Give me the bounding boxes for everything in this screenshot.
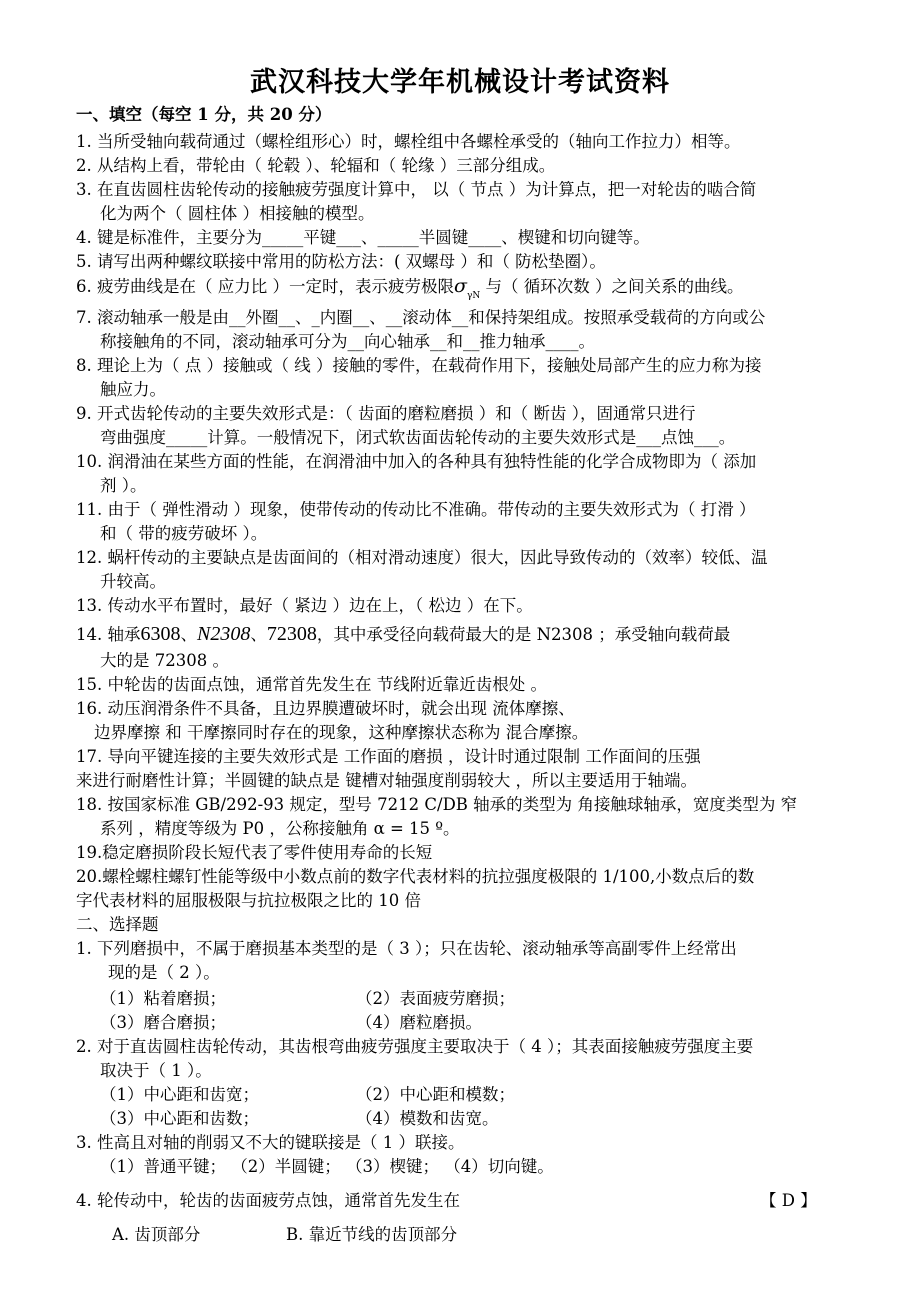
question-15: 15. 中轮齿的齿面点蚀，通常首先发生在 节线附近靠近齿根处 。 xyxy=(76,675,547,694)
question-6-part1: 6. 疲劳曲线是在（ 应力比 ）一定时，表示疲劳极限 xyxy=(76,277,454,296)
question-13: 13. 传动水平布置时，最好（ 紧边 ）边在上，（ 松边 ）在下。 xyxy=(76,596,533,615)
question-18-line2: 系列 ，精度等级为 P0 ，公称接触角 α = 15 º。 xyxy=(100,819,460,838)
question-14-suffix: ，其中承受径向载荷最大的是 N2308 ；承受轴向载荷最 xyxy=(316,625,731,644)
question-6 xyxy=(76,275,743,307)
question-7-line1: 7. 滚动轴承一般是由__外圈__、_内圈__、__滚动体__和保持架组成。按照承受载荷的方向或公 xyxy=(76,308,766,327)
choice-2-option-3: （3）中心距和齿数； xyxy=(100,1109,259,1128)
choice-4-answer: 【 D 】 xyxy=(760,1191,817,1210)
question-12-line2: 升较高。 xyxy=(100,572,166,591)
choice-2-option-1: （1）中心距和齿宽； xyxy=(100,1085,259,1104)
question-10-line2: 剂 ）。 xyxy=(100,476,147,495)
question-9-line2: 弯曲强度_____计算。一般情况下，闭式软齿面齿轮传动的主要失效形式是___点蚀___。 xyxy=(100,428,736,447)
question-6-part2: 与（ 循环次数 ）之间关系的曲线。 xyxy=(480,277,744,296)
choice-1-line2: 现的是（ 2 ）。 xyxy=(108,963,220,982)
choice-4-line1: 4. 轮传动中，轮齿的齿面疲劳点蚀，通常首先发生在 xyxy=(76,1191,460,1210)
question-9-line1: 9. 开式齿轮传动的主要失效形式是：（ 齿面的磨粒磨损 ）和（ 断齿 ），固通常只进行 xyxy=(76,404,696,423)
section-fill-in-title: 一、填空（每空 1 分，共 20 分） xyxy=(76,105,332,124)
question-7-line2: 称接触角的不同，滚动轴承可分为__向心轴承__和__推力轴承____。 xyxy=(100,332,595,351)
sigma-symbol: σ xyxy=(453,275,467,297)
question-17-line1: 17. 导向平键连接的主要失效形式是 工作面的磨损 ，设计时通过限制 工作面间的压强 xyxy=(76,747,701,766)
question-3-line2: 化为两个（ 圆柱体 ）相接触的模型。 xyxy=(100,204,375,223)
bearing-72308: 72308 xyxy=(266,623,317,645)
question-3-line1: 3. 在直齿圆柱齿轮传动的接触疲劳强度计算中， 以（ 节点 ）为计算点，把一对轮齿的啮合简 xyxy=(76,180,757,199)
question-11-line2: 和（ 带的疲劳破坏 ）。 xyxy=(100,524,268,543)
choice-2-line2: 取决于（ 1 ）。 xyxy=(100,1061,212,1080)
question-20-line1: 20.螺栓螺柱螺钉性能等级中小数点前的数字代表材料的抗拉强度极限的 1/100,小数点后的数 xyxy=(76,867,755,886)
choice-1-option-3: （3）磨合磨损； xyxy=(100,1013,226,1032)
choice-2-line1: 2. 对于直齿圆柱齿轮传动，其齿根弯曲疲劳强度主要取决于（ 4 ）；其表面接触疲劳强度主要 xyxy=(76,1037,754,1056)
question-5: 5. 请写出两种螺纹联接中常用的防松方法：( 双螺母 ）和（ 防松垫圈）。 xyxy=(76,252,606,271)
sigma-subscript: γN xyxy=(466,291,481,301)
choice-1-option-4: （4）磨粒磨损。 xyxy=(356,1013,482,1032)
bearing-n2308: N2308 xyxy=(197,623,251,645)
choice-3-line1: 3. 性高且对轴的削弱又不大的键联接是（ 1 ）联接。 xyxy=(76,1133,465,1152)
question-12-line1: 12. 蜗杆传动的主要缺点是齿面间的（相对滑动速度）很大，因此导致传动的（效率）较低、温 xyxy=(76,548,768,567)
choice-1-option-2: （2）表面疲劳磨损； xyxy=(356,989,515,1008)
question-10-line1: 10. 润滑油在某些方面的性能，在润滑油中加入的各种具有独特性能的化学合成物即为（ 添加 xyxy=(76,452,757,471)
question-11-line1: 11. 由于（ 弹性滑动 ）现象，使带传动的传动比不准确。带传动的主要失效形式为（ 打滑 ） xyxy=(76,500,756,519)
question-17-line2: 来进行耐磨性计算；半圆键的缺点是 键槽对轴强度削弱较大 ，所以主要适用于轴端。 xyxy=(76,771,697,790)
question-16-line2: 边界摩擦 和 干摩擦同时存在的现象，这种摩擦状态称为 混合摩擦。 xyxy=(94,723,589,742)
section-choice-title: 二、选择题 xyxy=(76,915,159,934)
choice-1-line1: 1. 下列磨损中，不属于磨损基本类型的是（ 3 ）；只在齿轮、滚动轴承等高副零件上经常出 xyxy=(76,939,737,958)
question-1: 1. 当所受轴向载荷通过（螺栓组形心）时，螺栓组中各螺栓承受的（轴向工作拉力）相等。 xyxy=(76,132,741,151)
question-20-line2: 字代表材料的屈服极限与抗拉极限之比的 10 倍 xyxy=(76,891,421,910)
question-16-line1: 16. 动压润滑条件不具备，且边界膜遭破坏时，就会出现 流体摩擦、 xyxy=(76,699,575,718)
choice-2-option-2: （2）中心距和模数； xyxy=(356,1085,515,1104)
question-18-line1: 18. 按国家标准 GB/292-93 规定，型号 7212 C/DB 轴承的类型为 角接触球轴承，宽度类型为 窄 xyxy=(76,795,798,814)
question-14-line2: 大的是 72308 。 xyxy=(100,651,229,670)
bearing-6308: 6308 xyxy=(140,623,181,645)
choice-4-option-a: A. 齿顶部分 xyxy=(112,1225,201,1244)
question-19: 19.稳定磨损阶段长短代表了零件使用寿命的长短 xyxy=(76,843,433,862)
separator: 、 xyxy=(250,625,267,644)
choice-3-options: （1）普通平键； （2）半圆键； （3）楔键； （4）切向键。 xyxy=(100,1157,554,1176)
page-title: 武汉科技大学年机械设计考试资料 xyxy=(250,67,670,98)
question-8-line2: 触应力。 xyxy=(100,380,166,399)
question-14-prefix: 14. 轴承 xyxy=(76,625,141,644)
question-14-line1 xyxy=(76,623,730,646)
choice-4-option-b: B. 靠近节线的齿顶部分 xyxy=(286,1225,458,1244)
separator: 、 xyxy=(180,625,197,644)
choice-1-option-1: （1）粘着磨损； xyxy=(100,989,226,1008)
question-8-line1: 8. 理论上为（ 点 ）接触或（ 线 ）接触的零件，在载荷作用下，接触处局部产生的应力称为接 xyxy=(76,356,762,375)
question-4: 4. 键是标准件，主要分为_____平键___、_____半圆键____、楔键和切向键等。 xyxy=(76,228,650,247)
choice-2-option-4: （4）模数和齿宽。 xyxy=(356,1109,499,1128)
question-2: 2. 从结构上看，带轮由（ 轮毂 ）、轮辐和（ 轮缘 ）三部分组成。 xyxy=(76,156,556,175)
